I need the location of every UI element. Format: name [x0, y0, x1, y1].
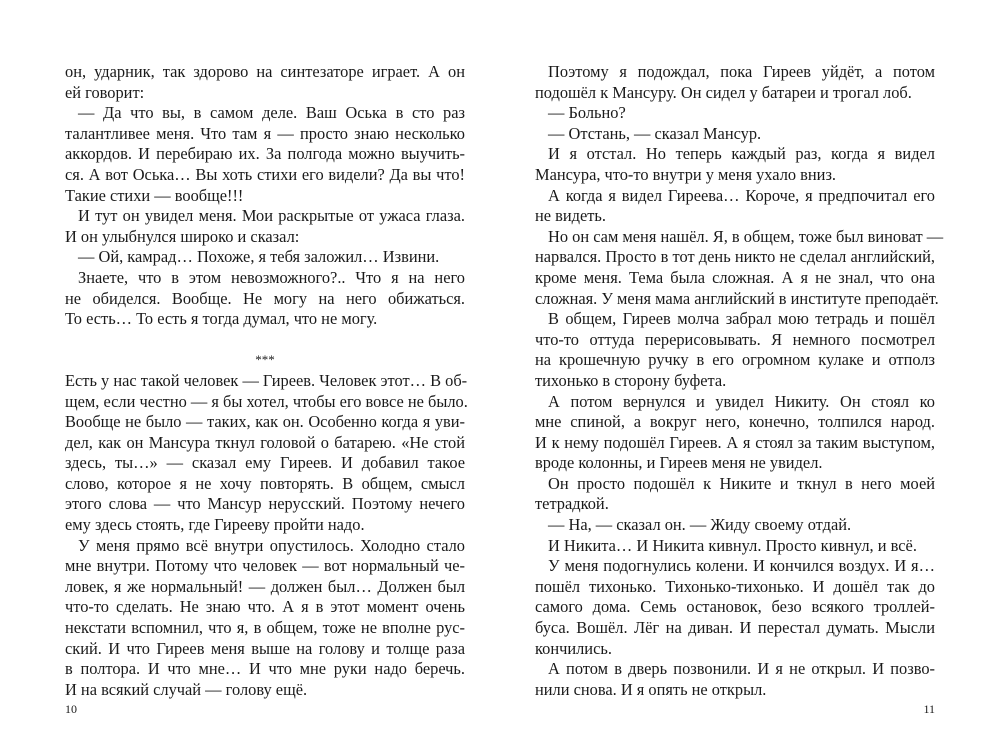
text-line: талантливее меня. Что там я — просто знаю несколько	[65, 123, 465, 143]
text-line: кончились.	[535, 638, 612, 658]
text-line: тихонько в сторону буфета.	[535, 370, 727, 390]
text-line: Он просто подошёл к Никите и ткнул в него моей	[548, 473, 935, 493]
text-line: — Больно?	[548, 103, 626, 123]
text-line: ся. А вот Оська… Вы хоть стихи его видели? Да вы что!	[65, 164, 465, 184]
text-line: Поэтому я подождал, пока Гиреев уйдёт, а потом	[548, 62, 935, 81]
text-line: здесь, ты…» — сказал ему Гиреев. И добавил такое	[65, 453, 465, 473]
text-line: Но он сам меня нашёл. Я, в общем, тоже был виноват —	[548, 226, 944, 246]
text-line: тетрадкой.	[535, 494, 609, 514]
text-line: некстати вспомнил, что я, в общем, тоже не вполне рус-	[65, 618, 465, 638]
text-line: щем, если честно — я бы хотел, чтобы его вовсе не было.	[65, 391, 468, 411]
text-line: Вообще не было — таких, как он. Особенно когда я уви-	[65, 412, 465, 432]
text-line: У меня подогнулись колени. И кончился воздух. И я…	[548, 556, 935, 576]
text-line: сложная. У меня мама английский в институте преподаёт.	[535, 288, 939, 308]
text-line: И я отстал. Но теперь каждый раз, когда я видел	[548, 144, 935, 164]
text-line: мне внутри. Потому что человек — вот нормальный че-	[65, 556, 465, 576]
text-line: самого дома. Семь остановок, безо всякого троллей-	[535, 597, 935, 617]
text-line: И на всякий случай — голову ещё.	[65, 679, 308, 699]
text-line: буса. Вошёл. Лёг на диван. И перестал думать. Мысли	[535, 618, 935, 638]
text-line: И тут он увидел меня. Мои раскрытые от ужаса глаза.	[78, 206, 465, 226]
text-line: ловек, я же нормальный! — должен был… Должен был	[65, 576, 465, 596]
text-line: ский. И что Гиреев меня выше на голову и толще раза	[65, 638, 465, 658]
text-line: дел, как он Мансура ткнул головой о батарею. «Не стой	[65, 432, 465, 452]
text-line: в полтора. И что мне… И что мне руки надо беречь.	[65, 659, 465, 679]
text-line: И к нему подошёл Гиреев. А я стоял за таким выступом,	[535, 432, 935, 452]
text-line: этого слова — что Мансур нерусский. Поэтому нечего	[65, 494, 465, 514]
text-line: — Ой, камрад… Похоже, я тебя заложил… Извини.	[78, 247, 440, 267]
text-line: Есть у нас такой человек — Гиреев. Человек этот… В об-	[65, 370, 468, 390]
text-line: Знаете, что в этом невозможного?.. Что я на него	[78, 267, 465, 287]
page-number-left: 10	[65, 702, 77, 716]
text-line: пошёл тихонько. Тихонько-тихонько. И дошёл так до	[535, 576, 935, 596]
text-line: А потом вернулся и увидел Никиту. Он стоял ко	[548, 391, 935, 411]
text-line: — На, — сказал он. — Жиду своему отдай.	[548, 515, 852, 535]
text-line: слово, которое я не хочу повторять. В общем, смысл	[65, 473, 465, 493]
text-line: Мансура, что-то внутри у меня ухало вниз.	[535, 164, 837, 184]
text-line: ей говорит:	[65, 82, 145, 102]
text-line: не обиделся. Вообще. Не могу на него обижаться.	[65, 288, 465, 308]
text-line: В общем, Гиреев молча забрал мою тетрадь и пошёл	[548, 309, 935, 329]
text-line: он, ударник, так здорово на синтезаторе играет. А он	[65, 62, 465, 81]
text-line: У меня прямо всё внутри опустилось. Холодно стало	[78, 535, 465, 555]
paragraph-gap	[65, 330, 465, 351]
text-line: То есть… То есть я тогда думал, что не могу.	[65, 309, 378, 329]
text-line: аккордов. И перебираю их. За полгода можно выучить-	[65, 144, 465, 164]
text-line: вроде колонны, и Гиреев меня не увидел.	[535, 453, 823, 473]
text-line: А потом в дверь позвонили. И я не открыл. И позво-	[548, 659, 935, 679]
text-line: что-то сделать. Не знаю что. А я в этот момент очень	[65, 597, 465, 617]
page-number-right: 11	[923, 702, 935, 716]
text-line: что-то оттуда перерисовывать. Я немного посмотрел	[535, 329, 935, 349]
section-separator: ***	[255, 352, 275, 368]
text-line: Такие стихи — вообще!!!	[65, 185, 244, 205]
text-line: И Никита… И Никита кивнул. Просто кивнул, и всё.	[548, 535, 917, 555]
text-line: А когда я видел Гиреева… Короче, я предпочитал его	[548, 185, 935, 205]
text-line: — Да что вы, в самом деле. Ваш Оська в сто раз	[78, 103, 465, 123]
text-line: — Отстань, — сказал Мансур.	[548, 123, 762, 143]
text-line: не видеть.	[535, 206, 607, 226]
text-line: И он улыбнулся широко и сказал:	[65, 226, 300, 246]
text-line: подошёл к Мансуру. Он сидел у батареи и трогал лоб.	[535, 82, 912, 102]
text-line: нарвался. Просто в тот день никто не сделал английский,	[535, 247, 935, 267]
text-line: нили снова. И я опять не открыл.	[535, 679, 767, 699]
text-line: мне спиной, а вокруг него, конечно, толпился народ.	[535, 412, 935, 432]
text-line: ему здесь стоять, где Гирееву пройти надо.	[65, 515, 365, 535]
text-line: кроме меня. Тема была сложная. А я не знал, что она	[535, 267, 935, 287]
right-page	[535, 62, 944, 700]
left-page	[65, 62, 468, 700]
text-line: на крошечную ручку в его огромном кулаке и отполз	[535, 350, 935, 370]
